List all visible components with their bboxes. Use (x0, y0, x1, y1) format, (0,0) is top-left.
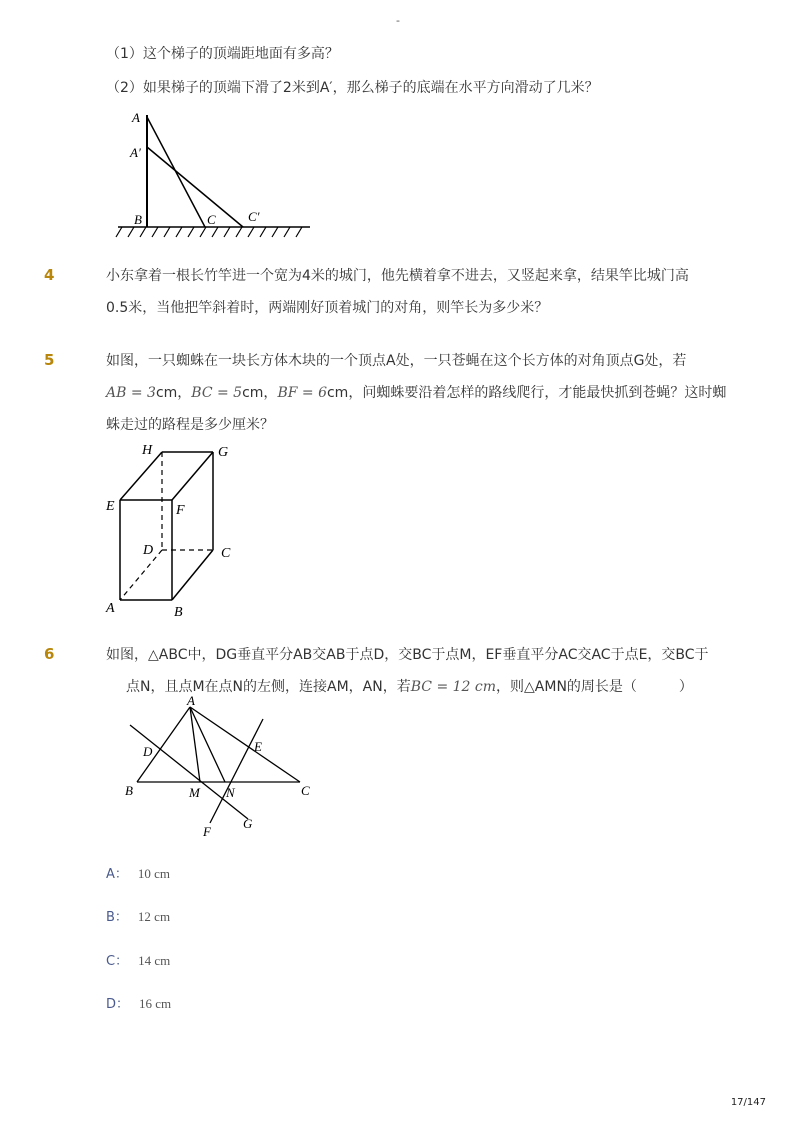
ladder-figure (110, 105, 320, 245)
option-a-letter: A： (106, 867, 128, 882)
label-E: E (106, 499, 115, 514)
label-D: D (143, 543, 154, 558)
option-d-letter: D： (106, 997, 130, 1012)
q5-line1: 如图，一只蜘蛛在一块长方体木块的一个顶点A处，一只苍蝇在这个长方体的对角顶点G处，若 (106, 353, 687, 369)
option-a-value: 10 cm (137, 866, 171, 881)
page-number: 17/147 (730, 1097, 766, 1108)
q5-number: 5 (44, 351, 55, 369)
label-N: N (226, 785, 235, 800)
option-c-value: 14 cm (138, 953, 171, 968)
q5-ab-expr: AB = 3 (106, 385, 156, 401)
label-M: M (189, 785, 200, 800)
option-d[interactable] (106, 994, 171, 1015)
hidden-edges (120, 452, 213, 600)
q6-bc-expr: BC = 12 cm (410, 679, 497, 695)
q6-line1: 如图，△ABC中，DG垂直平分AB交AB于点D，交BC于点M，EF垂直平分AC交AC于点E，交BC于 (106, 647, 709, 663)
cuboid-figure (100, 438, 250, 623)
label-G: G (243, 816, 253, 831)
label-A-prime: A′ (130, 145, 141, 160)
q5-cm1: cm， (155, 385, 192, 401)
triangle-figure (115, 695, 325, 840)
q5-line3: 蛛走过的路程是多少厘米？ (106, 417, 274, 433)
q6-number: 6 (44, 645, 55, 663)
q4-line2: 0.5米，当他把竿斜着时，两端刚好顶着城门的对角，则竿长为多少米？ (106, 300, 549, 316)
label-G: G (218, 445, 229, 460)
q5-bc-expr: BC = 5 (191, 385, 243, 401)
q6-line2-b: ，则△AMN的周长是（ ） (496, 679, 693, 695)
label-A: A (187, 695, 195, 708)
q4-line1: 小东拿着一根长竹竿进一个宽为4米的城门，他先横着拿不进去，又竖起来拿，结果竿比城门高 (106, 268, 689, 284)
label-F: F (176, 503, 185, 518)
label-E: E (254, 739, 262, 754)
header-dash: - (396, 14, 400, 27)
label-C: C (221, 546, 231, 561)
option-c[interactable] (106, 951, 170, 972)
ladder-slid (147, 147, 243, 227)
option-b-value: 12 cm (137, 909, 171, 924)
label-B: B (125, 783, 133, 798)
label-D: D (143, 744, 153, 759)
option-b[interactable] (106, 907, 170, 928)
label-B: B (134, 212, 142, 227)
label-C: C (301, 783, 310, 798)
label-B: B (174, 605, 183, 620)
q3-part1: （1）这个梯子的顶端距地面有多高？ (106, 46, 339, 62)
label-H: H (142, 443, 153, 458)
q3-part2: （2）如果梯子的顶端下滑了2米到A′，那么梯子的底端在水平方向滑动了几米？ (106, 80, 599, 96)
option-b-letter: B： (106, 910, 128, 925)
option-a[interactable] (106, 864, 170, 885)
label-C-prime: C′ (248, 209, 260, 224)
label-F: F (203, 824, 211, 839)
q5-line2-rest: cm，问蜘蛛要沿着怎样的路线爬行，才能最快抓到苍蝇？这时蜘 (326, 385, 727, 401)
option-c-letter: C： (106, 954, 129, 969)
label-A: A (106, 601, 115, 616)
q6-line2-a: 点N，且点M在点N的左侧，连接AM，AN，若 (126, 679, 411, 695)
label-A: A (132, 110, 140, 125)
ground-hatching (116, 227, 302, 237)
q4-number: 4 (44, 266, 55, 284)
q6-line2 (126, 677, 693, 697)
q5-cm2: cm， (242, 385, 278, 401)
q5-line2 (106, 383, 726, 403)
option-d-value: 16 cm (139, 996, 172, 1011)
q5-bf-expr: BF = 6 (277, 385, 327, 401)
label-C: C (207, 212, 216, 227)
